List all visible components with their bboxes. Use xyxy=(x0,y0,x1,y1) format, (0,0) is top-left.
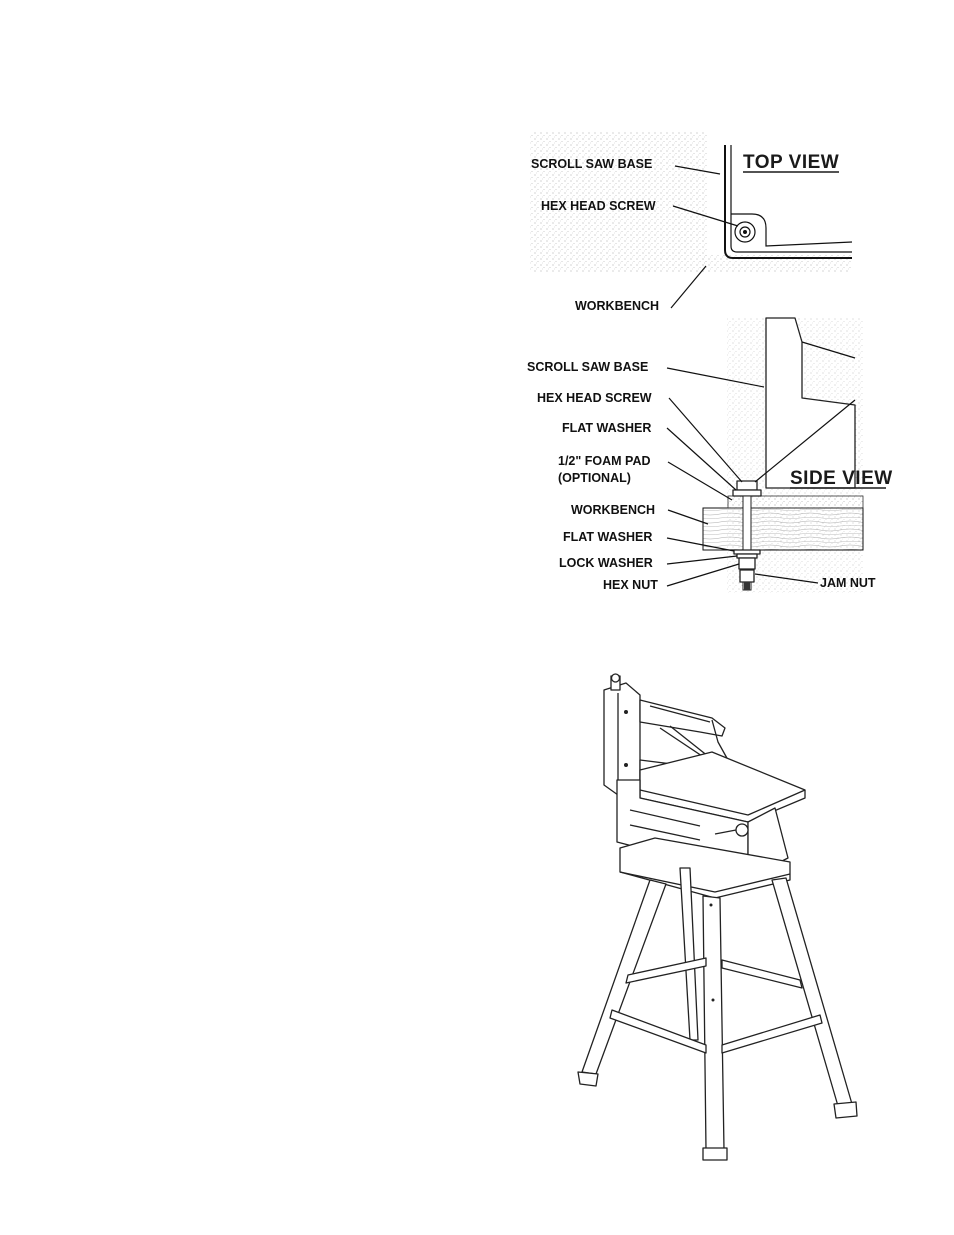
side-view-label-flat-washer-bottom: FLAT WASHER xyxy=(563,530,653,544)
top-view-label-hex-head-screw: HEX HEAD SCREW xyxy=(541,199,656,213)
stand-stretcher-right xyxy=(722,960,802,988)
side-view-label-flat-washer-top: FLAT WASHER xyxy=(562,421,652,435)
side-view-jam-nut xyxy=(740,570,754,582)
saw-tilt-knob xyxy=(736,824,748,836)
stand-foot-right xyxy=(834,1102,857,1118)
stand-leg-front-center xyxy=(703,896,724,1150)
side-view-label-foam-pad-line1: 1/2" FOAM PAD xyxy=(558,454,651,468)
top-view-label-workbench: WORKBENCH xyxy=(575,299,660,313)
stand-stretcher-lower-right xyxy=(722,1015,822,1053)
side-view-label-foam-pad-line2: (OPTIONAL) xyxy=(558,471,631,485)
saw-upper-arm xyxy=(640,700,725,736)
top-view-title: TOP VIEW xyxy=(743,152,840,173)
scroll-saw-on-stand-illustration xyxy=(578,674,857,1160)
stand-foot-center xyxy=(703,1148,727,1160)
side-view-label-jam-nut: JAM NUT xyxy=(820,576,876,590)
side-view-hex-head-screw xyxy=(737,481,757,490)
stand-foot-left xyxy=(578,1072,598,1086)
side-view-diagram xyxy=(527,318,893,593)
stand-leg-rear xyxy=(680,868,698,1040)
saw-rear-column xyxy=(604,683,640,795)
side-view-label-hex-nut: HEX NUT xyxy=(603,578,658,592)
stand-leg-front-right xyxy=(772,878,852,1106)
side-view-label-scroll-saw-base: SCROLL SAW BASE xyxy=(527,360,649,374)
side-view-title: SIDE VIEW xyxy=(790,468,893,489)
side-view-label-workbench: WORKBENCH xyxy=(571,503,656,517)
side-view-label-lock-washer: LOCK WASHER xyxy=(559,556,653,570)
side-view-label-hex-head-screw: HEX HEAD SCREW xyxy=(537,391,652,405)
top-view-label-scroll-saw-base: SCROLL SAW BASE xyxy=(531,157,653,171)
top-view-diagram xyxy=(530,132,852,313)
side-view-flat-washer-top xyxy=(733,490,761,496)
side-view-workbench xyxy=(703,508,863,550)
side-view-hex-nut xyxy=(739,558,755,569)
